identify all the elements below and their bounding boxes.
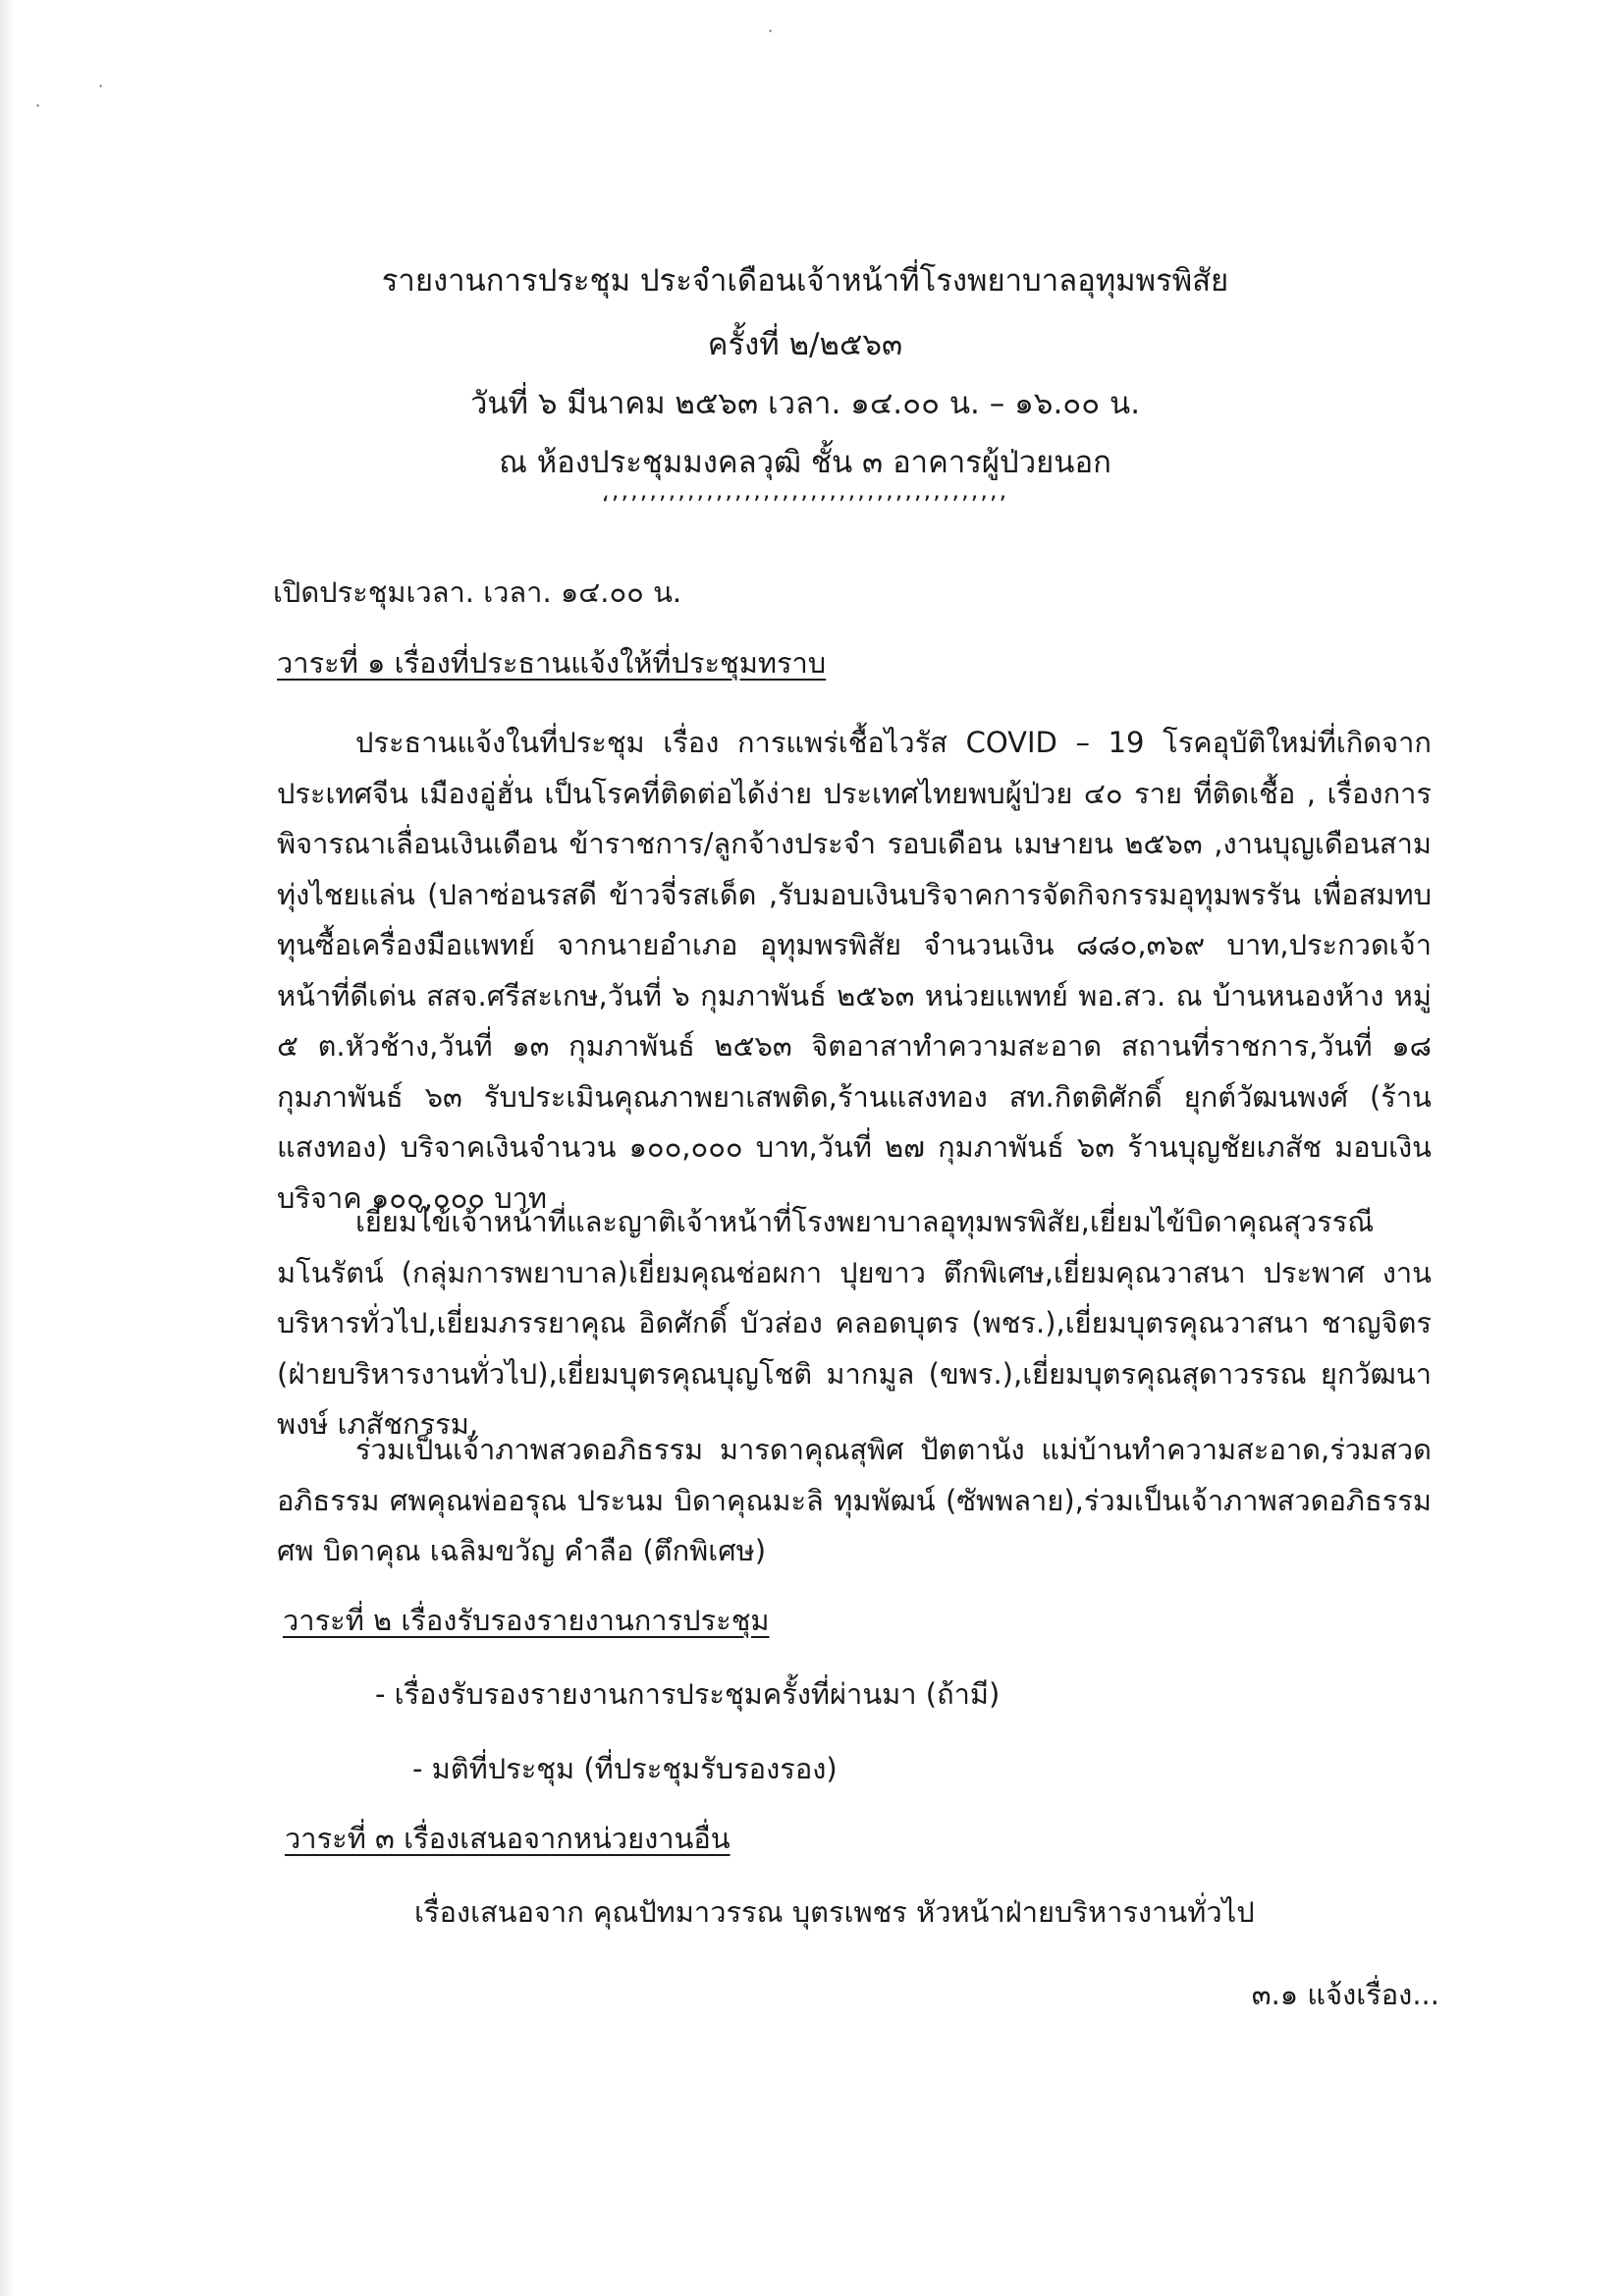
agenda-1-paragraph-visits: เยี่ยมไข้เจ้าหน้าที่และญาติเจ้าหน้าที่โรงพยาบาลอุทุมพรพิสัย,เยี่ยมไข้บิดาคุณสุวรรณี มโนรัตน์ (กลุ่มการพยาบาล)เยี่ยมคุณช่อผกา ปุยขาว ตึกพิเศษ,เยี่ยมคุณวาสนา ประพาศ งานบริหารทั่วไป,เยี่ยมภรรยาคุณ อิดศักดิ์ บัวส่อง คลอดบุตร (พชร.),เยี่ยมบุตรคุณวาสนา ชาญจิตร (ฝ่ายบริหารงานทั่วไป),เยี่ยมบุตรคุณบุญโชติ มากมูล (ขพร.),เยี่ยมบุตรคุณสุดาวรรณ ยุกวัฒนาพงษ์ เภสัชกรรม, xyxy=(277,1205,1432,1441)
meeting-title: รายงานการประชุม ประจำเดือนเจ้าหน้าที่โรงพยาบาลอุทุมพรพิสัย xyxy=(381,263,1229,299)
agenda-3-heading: วาระที่ ๓ เรื่องเสนอจากหน่วยงานอื่น xyxy=(285,1822,731,1855)
meeting-date-time: วันที่ ๖ มีนาคม ๒๕๖๓ เวลา. ๑๔.๐๐ น. – ๑๖.๐๐ น. xyxy=(469,386,1141,421)
header-divider: ‘’’’’’’’’’’’’’’’’’’’’’’’’’’’’’’’’’’’’’’’’’’ xyxy=(601,491,1009,519)
agenda-1-paragraph-funerals: ร่วมเป็นเจ้าภาพสวดอภิธรรม มารดาคุณสุพิศ ปัตตานัง แม่บ้านทำความสะอาด,ร่วมสวดอภิธรรม ศพคุณพ่ออรุณ ประนม บิดาคุณมะลิ ทุมพัฒน์ (ซัพพลาย),ร่วมเป็นเจ้าภาพสวดอภิธรรมศพ บิดาคุณ เฉลิมขวัญ คำลือ (ตึกพิเศษ) xyxy=(277,1433,1432,1567)
meeting-number: ครั้งที่ ๒/๒๕๖๓ xyxy=(707,327,903,362)
meeting-location: ณ ห้องประชุมมงคลวุฒิ ชั้น ๓ อาคารผู้ป่วยนอก xyxy=(499,445,1111,480)
agenda-3-text: เรื่องเสนอจาก คุณปัทมาวรรณ บุตรเพชร หัวหน้าฝ่ายบริหารงานทั่วไป xyxy=(414,1895,1255,1929)
continuation-marker: ๓.๑ แจ้งเรื่อง... xyxy=(1251,1978,1439,2011)
agenda-2-heading: วาระที่ ๒ เรื่องรับรองรายงานการประชุม xyxy=(283,1604,770,1637)
scan-speck: · xyxy=(768,22,774,40)
scan-speck: · xyxy=(98,77,104,95)
scan-speck: · xyxy=(35,96,41,115)
agenda-1-paragraph-announcements: ประธานแจ้งในที่ประชุม เรื่อง การแพร่เชื้อไวรัส COVID – 19 โรคอุบัติใหม่ที่เกิดจากประเทศจีน เมืองอู่ฮั่น เป็นโรคที่ติดต่อได้ง่าย ประเทศไทยพบผู้ป่วย ๔๐ ราย ที่ติดเชื้อ , เรื่องการพิจารณาเลื่อนเงินเดือน ข้าราชการ/ลูกจ้างประจำ รอบเดือน เมษายน ๒๕๖๓ ,งานบุญเดือนสามทุ่งไชยแล่น (ปลาซ่อนรสดี ข้าวจี่รสเด็ด ,รับมอบเงินบริจาคการจัดกิจกรรมอุทุมพรรัน เพื่อสมทบทุนซื้อเครื่องมือแพทย์ จากนายอำเภอ อุทุมพรพิสัย จำนวนเงิน ๘๘๐,๓๖๙ บาท,ประกวดเจ้าหน้าที่ดีเด่น สสจ.ศรีสะเกษ,วันที่ ๖ กุมภาพันธ์ ๒๕๖๓ หน่วยแพทย์ พอ.สว. ณ บ้านหนองห้าง หมู่ ๕ ต.หัวช้าง,วันที่ ๑๓ กุมภาพันธ์ ๒๕๖๓ จิตอาสาทำความสะอาด สถานที่ราชการ,วันที่ ๑๘ กุมภาพันธ์ ๖๓ รับประเมินคุณภาพยาเสพติด,ร้านแสงทอง สท.กิตติศักดิ์ ยุกต์วัฒนพงศ์ (ร้านแสงทอง) บริจาคเงินจำนวน ๑๐๐,๐๐๐ บาท,วันที่ ๒๗ กุมภาพันธ์ ๖๓ ร้านบุญชัยเภสัช มอบเงินบริจาค ๑๐๐,๐๐๐ บาท xyxy=(277,726,1432,1215)
agenda-2-item-certify: - เรื่องรับรองรายงานการประชุมครั้งที่ผ่านมา (ถ้ามี) xyxy=(375,1677,1001,1711)
opening-time: เปิดประชุมเวลา. เวลา. ๑๔.๐๐ น. xyxy=(273,575,682,609)
agenda-1-heading: วาระที่ ๑ เรื่องที่ประธานแจ้งให้ที่ประชุมทราบ xyxy=(277,646,827,680)
agenda-2-item-resolution: - มติที่ประชุม (ที่ประชุมรับรองรอง) xyxy=(412,1752,838,1785)
